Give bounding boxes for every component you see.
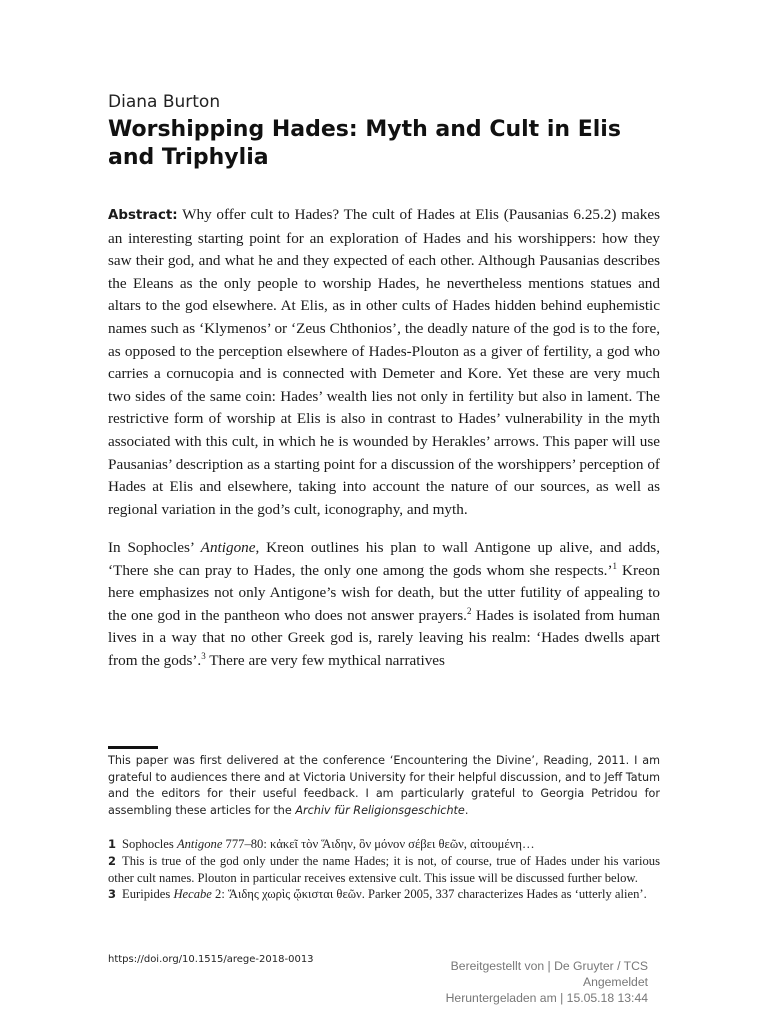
footnote-text: Sophocles <box>122 837 177 851</box>
stamp-provider: Bereitgestellt von | De Gruyter / TCS <box>450 959 648 973</box>
footnote-number: 2 <box>108 853 117 868</box>
body-text-segment: Hades is isolated from human lives in a way that no other Greek god is, rarely leaving his realm: ‘Hades dwells apart from the gods’. <box>108 606 660 669</box>
acknowledgement-end: . <box>464 803 469 817</box>
footnote-item <box>108 836 660 853</box>
body-paragraph <box>108 537 660 673</box>
body-text-segment: There are very few mythical narratives <box>205 651 445 669</box>
footnote-text: 777–80: κἀκεῖ τὸν Ἅιδην, ὃν μόνον σέβει θεῶν, αἰτουμένη… <box>222 837 535 851</box>
download-stamp <box>446 958 648 1007</box>
body-text-segment: In Sophocles’ <box>108 539 201 556</box>
body-italic-title: Antigone <box>200 539 256 556</box>
footnote-rule <box>108 746 158 749</box>
footnote-italic: Antigone <box>176 837 223 851</box>
abstract-label: Abstract: <box>108 208 178 223</box>
footnote-number: 1 <box>108 837 117 851</box>
journal-name: Archiv für Religionsgeschichte <box>295 803 465 817</box>
acknowledgement-note <box>108 753 660 819</box>
abstract <box>108 204 660 521</box>
footnote-text: Euripides <box>122 887 174 902</box>
footnote-ref-2[interactable]: 2 <box>466 605 472 616</box>
stamp-status: Angemeldet <box>582 975 648 990</box>
footnote-ref-1[interactable]: 1 <box>612 560 618 571</box>
footnote-italic: Hecabe <box>173 887 212 902</box>
stamp-downloaded: Heruntergeladen am | 15.05.18 13:44 <box>445 991 648 1006</box>
acknowledgement-text: This paper was first delivered at the conference ‘Encountering the Divine’, Reading, 2011. I am grateful to audiences there and at Victoria University for their helpful discussion, and to Jeff Tatum and the editors for their useful feedback. I am particularly grateful to Georgia Petridou for assembling these articles for the <box>108 754 660 817</box>
body-text-segment: , Kreon outlines his plan to wall Antigone up alive, and adds, ‘There she can pray to Hades, the only one among the gods whom she respects.’ <box>108 539 660 579</box>
footnote-number: 3 <box>108 887 117 902</box>
doi-link[interactable]: https://doi.org/10.1515/arege-2018-0013 <box>108 954 314 965</box>
abstract-text: Why offer cult to Hades? The cult of Hades at Elis (Pausanias 6.25.2) makes an interesting starting point for an exploration of Hades and his worshippers: how they saw their god, and what he and they expected of each other. Although Pausanias describes the Eleans as the only people to worship Hades, he nevertheless mentions statues and altars to the god elsewhere. At Elis, as in other cults of Hades hidden behind euphemistic names such as ‘Klymenos’ or ‘Zeus Chthonios’, the deadly nature of the god is to the fore, as opposed to the perception elsewhere of Hades-Plouton as a giver of fertility, a god who carries a cornucopia and is connected with Demeter and Kore. Yet these are very much two sides of the same coin: Hades’ wealth lies not only in fertility but also in lament. The restrictive form of worship at Elis is also in contrast to Hades’ vulnerability in the myth associated with this cult, in which he is wounded by Herakles’ arrows. This paper will use Pausanias’ description as a starting point for a discussion of the worshippers’ perception of Hades at Elis and elsewhere, taking into account the nature of our sources, as well as regional variation in the god’s cult, iconography, and myth. <box>108 206 660 518</box>
footnote-text: 2: Ἅιδης χωρὶς ᾤκισται θεῶν. Parker 2005, 337 characterizes Hades as ‘utterly alien’. <box>211 887 647 902</box>
footnote-text: This is true of the god only under the name Hades; it is not, of course, true of Hades under his various other cult names. Plouton in particular receives extensive cult. This issue will be discussed further below. <box>108 853 660 885</box>
footnote-item <box>108 886 660 903</box>
author-name: Diana Burton <box>108 92 221 112</box>
footnote-list <box>108 836 660 903</box>
footnote-ref-3[interactable]: 3 <box>201 650 206 661</box>
footnote-item <box>108 853 660 887</box>
body-text-segment: Kreon here emphasizes not only Antigone’s wish for death, but the utter futility of appealing to the one god in the pantheon who does not answer prayers. <box>108 561 660 624</box>
article-title: Worshipping Hades: Myth and Cult in Elis and Triphylia <box>108 117 621 170</box>
